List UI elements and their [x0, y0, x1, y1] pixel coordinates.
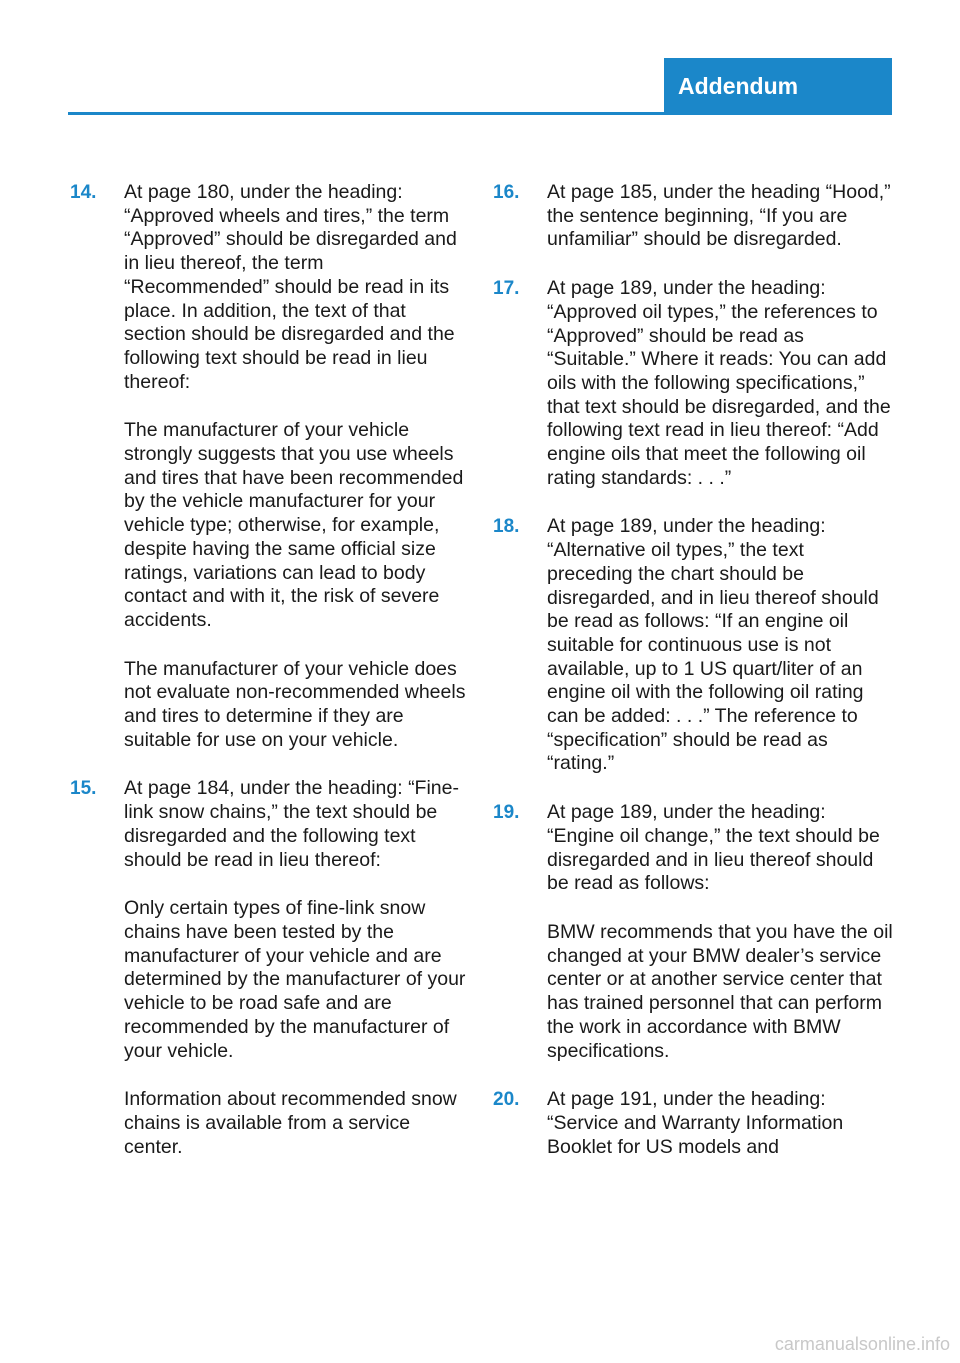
item-paragraph: BMW recommends that you have the oil changed at your BMW dealer’s service center or at another service center that has trained personnel that can perform the work in accordance with BMW specifications. [547, 920, 893, 1062]
item-number: 16. [493, 182, 520, 203]
addendum-item-14 [70, 181, 470, 752]
section-tab [664, 58, 892, 115]
item-paragraph: At page 180, under the heading: “Approved wheels and tires,” the term “Approved” should be disregarded and in lieu thereof, the term “Recommended” should be read in its place. In addition, the text of that section should be disregarded and the following text should be read in lieu thereof: [124, 181, 457, 393]
addendum-item-15 [70, 777, 470, 1159]
item-paragraph: At page 191, under the heading: “Service and Warranty Information Booklet for US models and [547, 1088, 844, 1158]
addendum-item-18 [493, 515, 893, 776]
item-paragraph: The manufacturer of your vehicle strongly suggests that you use wheels and tires that have been recommended by the vehicle manufacturer for your vehicle type; otherwise, for example, despite having the same official size ratings, variations can lead to body contact and with it, the risk of severe accidents. [124, 419, 464, 631]
section-title: Addendum [678, 73, 799, 99]
item-paragraph: Information about recommended snow chains is available from a service center. [124, 1088, 457, 1158]
left-column [70, 181, 470, 1184]
addendum-item-16 [493, 181, 893, 252]
addendum-item-19 [493, 801, 893, 1063]
addendum-item-17 [493, 277, 893, 490]
item-paragraph: At page 185, under the heading “Hood,” the sentence beginning, “If you are unfamiliar” should be disregarded. [547, 181, 891, 251]
item-paragraph: At page 189, under the heading: “Alternative oil types,” the text preceding the chart should be disregarded, and in lieu thereof should be read as follows: “If an engine oil suitable for continuous use is not available, up to 1 US quart/liter of an engine oil with the following oil rating can be added: . . .” The reference to “specification” should be read as “rating.” [547, 515, 879, 775]
item-paragraph: At page 189, under the heading: “Engine oil change,” the text should be disregarded and in lieu thereof should be read as follows: [547, 801, 880, 895]
item-paragraph: The manufacturer of your vehicle does not evaluate non-recommended wheels and tires to determine if they are suitable for use on your vehicle. [124, 657, 466, 751]
item-number: 14. [70, 182, 97, 203]
watermark: carmanualsonline.info [774, 1334, 950, 1354]
item-number: 17. [493, 278, 520, 300]
item-paragraph: At page 189, under the heading: “Approved oil types,” the references to “Approved” should be read as “Suitable.” Where it reads: You can add oils with the following specifications,” that text should be disregarded, and the following text read in lieu thereof: “Add engine oils that meet the following oil rating standards: . . .” [547, 277, 891, 489]
item-number: 19. [493, 802, 520, 824]
item-paragraph: Only certain types of fine-link snow chains have been tested by the manufacturer of your vehicle and are determined by the manufacturer of your vehicle to be road safe and are recommended by the manufacturer of your vehicle. [124, 897, 466, 1062]
item-number: 20. [493, 1089, 520, 1111]
item-paragraph: At page 184, under the heading: “Fine-link snow chains,” the text should be disregarded and the following text should be read in lieu thereof: [124, 777, 459, 871]
right-column [493, 181, 893, 1184]
item-number: 15. [70, 778, 97, 800]
addendum-item-20 [493, 1088, 893, 1159]
item-number: 18. [493, 516, 520, 538]
